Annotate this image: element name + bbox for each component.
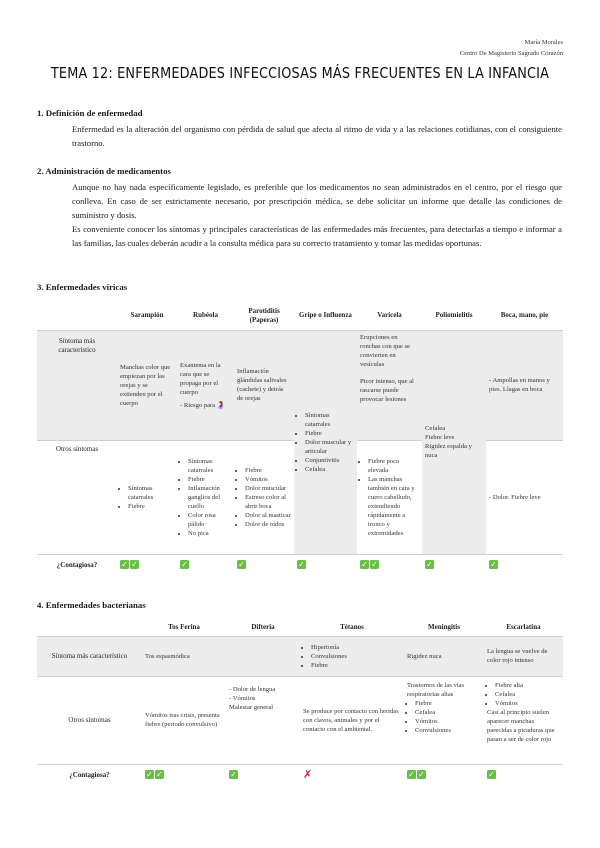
row-label-other: Otros síntomas [55, 444, 99, 453]
page-title: TEMA 12: ENFERMEDADES INFECCIOSAS MÁS FRECUENTES EN LA INFANCIA [50, 64, 550, 82]
bacterial-diseases-table [37, 620, 563, 786]
sarampion-main: Manchas color que empiezan por las orejas y se extienden por el cuerpo [117, 330, 177, 440]
check-icon: ✓ [146, 770, 153, 780]
check-icon: ✓ [418, 770, 425, 780]
tetanos-other: Se produce por contacto con heridas con clavos, animales y por el contacto con el ambiental. [303, 707, 399, 733]
b-row-label-main: Síntoma más característico [37, 636, 142, 676]
col-rubeola: Rubéola [193, 311, 218, 320]
check-icon: ✓ [298, 560, 305, 570]
row-label-contagio: ¿Contagiosa? [56, 560, 98, 569]
escarlatina-contagio [484, 764, 563, 786]
polio-symptoms: Cefalea Fiebre leve Rigidez espalda y nuca [422, 330, 486, 554]
cross-icon: ✗ [303, 767, 313, 781]
check-icon: ✓ [490, 560, 497, 570]
col-tetanos: Tétanos [340, 623, 364, 632]
parotiditis-other: • Fiebre • Vómitos • Dolor muscular • Estreso color al abrir boca • Dolor al masticar • Dolor de oídos [234, 440, 294, 554]
tos-other: Vómitos tras crisis, presenta fiebre (periodo convulsivo) [145, 712, 220, 728]
boca-other: - Dolor. Fiebre leve [489, 493, 541, 501]
section-2-text [72, 180, 562, 250]
boca-contagio [486, 554, 563, 576]
sarampion-contagio [117, 554, 177, 576]
tetanos-main: • Hipertonía • Convulsiones • Fiebre [300, 636, 404, 676]
col-tos-ferina: Tos Ferina [168, 623, 200, 632]
check-icon: ✓ [121, 560, 128, 570]
check-icon: ✓ [488, 770, 495, 780]
parotiditis-main: Inflamación glándulas salivales (cachete) y detrás de orejas [234, 330, 294, 440]
rubeola-main: Exantema en la cara que se propaga por el cuerpo - Riesgo para 🤰 [177, 330, 234, 440]
rubeola-contagio [177, 554, 234, 576]
varicela-main: Erupciones en ronchas con que se convierten en vesículas Picor intenso, que al rascarse puede provocar lesiones [357, 330, 422, 440]
col-difteria: Difteria [251, 623, 275, 632]
boca-main: - Ampollas en manos y pies. Llagas en boca [486, 330, 563, 440]
col-meningitis: Meningitis [428, 623, 460, 632]
section-2-p1: Aunque no hay nada específicamente legislado, es preferible que los medicamentos no sean administrados en el centro, por el riesgo que conlleva. En caso de ser estrictamente necesario, por prescripción médica, se debe solicitar un informe que detalle las condiciones de suministro y dosis. [72, 182, 562, 220]
check-icon: ✓ [371, 560, 378, 570]
check-icon: ✓ [156, 770, 163, 780]
escarlatina-other: • Fiebre alta • Cefalea • Vómitos Casi al principio suelen aparecer manchas parecidas a picaduras que pasan a ser de color rojo [484, 676, 563, 764]
section-2-p2: Es conveniente conocer los síntomas y principales características de las enfermedades más frecuentes, para detectarlas a tiempo e informar a las familias, las cuales deberán acudir a la consulta médica para su correcto tratamiento y tomar las medidas oportunas. [72, 224, 562, 248]
section-1-heading: 1. Definición de enfermedad [37, 108, 143, 118]
varicela-contagio [357, 554, 422, 576]
col-varicela: Varicela [377, 311, 402, 320]
gripe-contagio [294, 554, 357, 576]
col-parotiditis: Parotiditis (Paperas) [248, 306, 280, 324]
col-boca: Boca, mano, pie [500, 311, 549, 320]
section-4-heading: 4. Enfermedades bacterianas [37, 600, 146, 610]
polio-contagio [422, 554, 486, 576]
section-1-text: Enfermedad es la alteración del organismo con pérdida de salud que afecta al ritmo de vida y a las relaciones cotidianas, con el consiguiente trastorno. [72, 124, 562, 148]
viral-diseases-table [37, 302, 563, 576]
check-icon: ✓ [181, 560, 188, 570]
b-row-label-contagio: ¿Contagiosa? [69, 770, 110, 779]
tetanos-contagio [300, 764, 404, 786]
col-gripe: Gripe o Influenza [299, 311, 352, 320]
check-icon: ✓ [361, 560, 368, 570]
gripe-symptoms: • Síntomas catarrales • Fiebre • Dolor muscular y articular • Conjuntivitis • Cefalea [294, 330, 357, 554]
check-icon: ✓ [408, 770, 415, 780]
meningitis-contagio [404, 764, 484, 786]
difteria-other: - Dolor de lengua - Vómitos Malestar general [229, 685, 276, 711]
author-block [460, 37, 563, 59]
difteria-main [226, 636, 300, 676]
parotiditis-contagio [234, 554, 294, 576]
meningitis-other: Trastornos de las vías respiratorias altas • Fiebre • Cefalea • Vómitos • Convulsiones [404, 676, 484, 764]
row-label-main: Síntoma más característico [37, 330, 117, 440]
tos-contagio [142, 764, 226, 786]
section-2-heading: 2. Administración de medicamentos [37, 166, 171, 176]
b-row-label-other: Otros síntomas [68, 715, 111, 724]
check-icon: ✓ [131, 560, 138, 570]
col-escarlatina: Escarlatina [506, 623, 541, 632]
section-3-heading: 3. Enfermedades víricas [37, 282, 128, 292]
author-name: María Morales [524, 39, 563, 46]
school-name: Centro De Magisterio Sagrado Corazón [459, 50, 563, 57]
meningitis-main: Rigidez nuca [404, 636, 484, 676]
check-icon: ✓ [230, 770, 237, 780]
col-sarampion: Sarampión [130, 311, 164, 320]
sarampion-other: • Síntomas catarrales • Fiebre [117, 440, 177, 554]
tos-main: Tos espasmódica [142, 636, 226, 676]
difteria-contagio [226, 764, 300, 786]
check-icon: ✓ [238, 560, 245, 570]
rubeola-other: • Síntomas catarrales • Fiebre • Inflamación ganglios del cuello • Color rosa pálido • No pica [177, 440, 234, 554]
check-icon: ✓ [426, 560, 433, 570]
escarlatina-main: La lengua se vuelve de color rojo intenso [484, 636, 563, 676]
varicela-other: • Fiebre poco elevada • Las manchas también en cara y cuero cabelludo, extendiendo rápidamente a tronco y extremidades [357, 440, 422, 554]
col-polio: Poliomielitis [435, 311, 473, 320]
